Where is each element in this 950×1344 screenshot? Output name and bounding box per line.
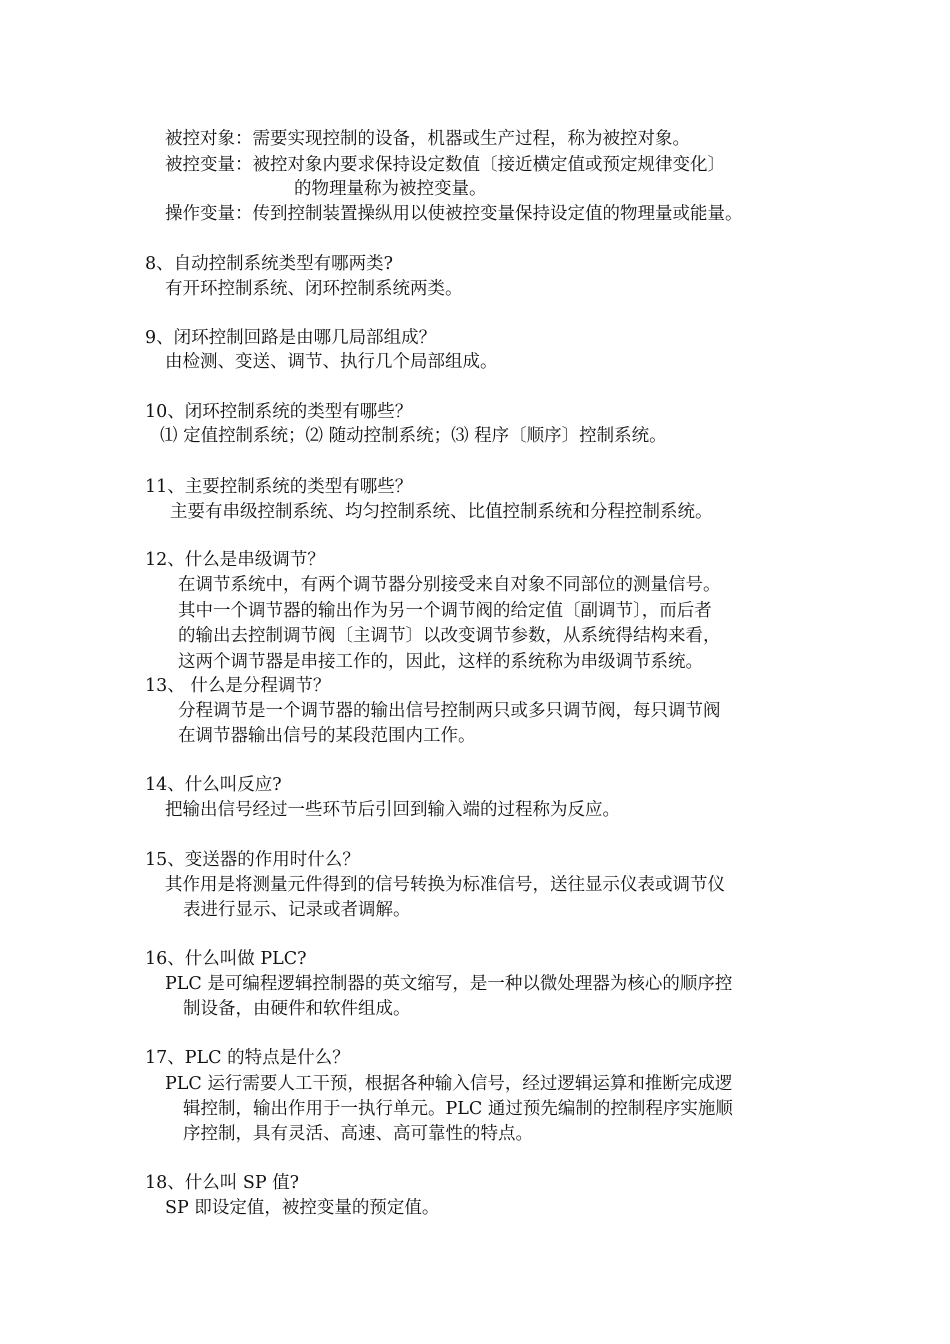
intro-controlled-variable: 被控变量：被控对象内要求保持设定数值〔接近横定值或预定规律变化〕 [165, 155, 725, 175]
answer-12-line-4: 这两个调节器是串接工作的，因此，这样的系统称为串级调节系统。 [178, 652, 703, 672]
answer-12-line-3: 的输出去控制调节阀〔主调节〕以改变调节参数，从系统得结构来看， [178, 626, 721, 646]
question-17: 17、PLC 的特点是什么？ [145, 1048, 350, 1068]
answer-9: 由检测、变送、调节、执行几个局部组成。 [165, 352, 498, 372]
intro-manipulated-variable: 操作变量：传到控制装置操纵用以使被控变量保持设定值的物理量或能量。 [165, 204, 743, 224]
question-12: 12、什么是串级调节？ [145, 550, 325, 570]
answer-17-line-1: PLC 运行需要人工干预，根据各种输入信号，经过逻辑运算和推断完成逻 [165, 1074, 733, 1094]
answer-10: ⑴ 定值控制系统；⑵ 随动控制系统；⑶ 程序〔顺序〕控制系统。 [160, 426, 667, 446]
answer-11: 主要有串级控制系统、均匀控制系统、比值控制系统和分程控制系统。 [170, 502, 713, 522]
question-13: 13、 什么是分程调节？ [145, 676, 331, 696]
answer-18: SP 即设定值，被控变量的预定值。 [165, 1198, 440, 1218]
answer-16-line-2: 制设备，由硬件和软件组成。 [183, 999, 411, 1019]
question-18: 18、什么叫 SP 值? [145, 1173, 300, 1193]
question-15: 15、变送器的作用时什么？ [145, 850, 360, 870]
question-16: 16、什么叫做 PLC? [145, 949, 307, 969]
intro-controlled-variable-cont: 的物理量称为被控变量。 [294, 179, 487, 199]
question-9: 9、闭环控制回路是由哪几局部组成？ [145, 328, 437, 348]
answer-13-line-2: 在调节器输出信号的某段范围内工作。 [178, 726, 476, 746]
answer-17-line-2: 辑控制，输出作用于一执行单元。PLC 通过预先编制的控制程序实施顺 [183, 1099, 733, 1119]
answer-13-line-1: 分程调节是一个调节器的输出信号控制两只或多只调节阀，每只调节阀 [178, 701, 721, 721]
answer-15-line-2: 表进行显示、记录或者调解。 [183, 900, 411, 920]
question-11: 11、主要控制系统的类型有哪些？ [145, 477, 413, 497]
answer-16-line-1: PLC 是可编程逻辑控制器的英文缩写，是一种以微处理器为核心的顺序控 [165, 974, 733, 994]
answer-12-line-2: 其中一个调节器的输出作为另一个调节阀的给定值〔副调节〕，而后者 [178, 601, 712, 621]
answer-17-line-3: 序控制，具有灵活、高速、高可靠性的特点。 [183, 1124, 533, 1144]
question-10: 10、闭环控制系统的类型有哪些？ [145, 402, 413, 422]
answer-14: 把输出信号经过一些环节后引回到输入端的过程称为反应。 [165, 800, 620, 820]
answer-8: 有开环控制系统、闭环控制系统两类。 [165, 279, 463, 299]
answer-12-line-1: 在调节系统中，有两个调节器分别接受来自对象不同部位的测量信号。 [178, 575, 721, 595]
intro-controlled-object: 被控对象：需要实现控制的设备，机器或生产过程，称为被控对象。 [165, 129, 690, 149]
question-8: 8、自动控制系统类型有哪两类? [145, 254, 394, 274]
answer-15-line-1: 其作用是将测量元件得到的信号转换为标准信号，送往显示仪表或调节仪 [165, 875, 725, 895]
question-14: 14、什么叫反应? [145, 775, 282, 795]
